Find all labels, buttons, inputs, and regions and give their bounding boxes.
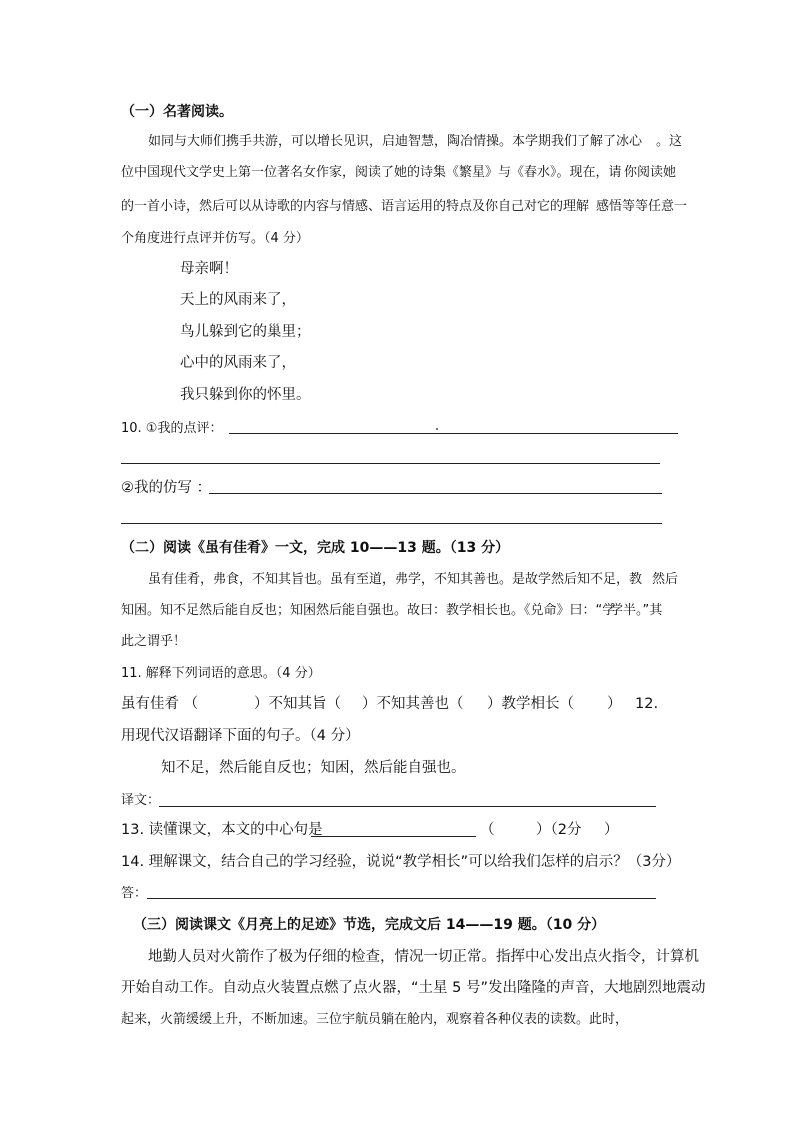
poem-line-4: 心中的风雨来了， [180,355,296,371]
translate-label: 译文： [121,793,161,808]
q12-prompt: 用现代汉语翻译下面的句子。（4 分） [121,728,360,744]
stray-dot [436,428,438,430]
s1-para-line-3: 的一首小诗，然后可以从诗歌的内容与情感、语言运用的特点及你自己对它的理解 [121,199,590,214]
q11-item-2: ）不知其旨（ [254,696,341,712]
section-3-title: （三）阅读课文《月亮上的足迹》节选，完成文后 14——19 题。（10 分） [133,917,606,933]
s1-para-line-1-end: 。这 [656,134,683,149]
q13-prompt: 13. 读懂课文，本文的中心句是 [121,822,323,838]
q10b-answer-line-2[interactable] [121,523,662,524]
q10-label: 10. ①我的点评： [121,421,223,436]
translate-answer-line[interactable] [159,806,656,807]
s2-para-line-2: 知困。知不足然后能自反也；知困然后能自强也。故曰：教学相长也。《兑命》曰：“学 [121,603,616,618]
q13-paren-open: （ [480,822,495,838]
q11-item-5: ） [607,696,622,712]
s3-para-line-3: 起来，火箭缓缓上升，不断加速。三位宇航员躺在舱内，观察着各种仪表的读数。此时， [121,1012,629,1027]
section-2-title: （二）阅读《虽有佳肴》一文，完成 10——13 题。（13 分） [121,540,510,556]
q11-item-4: ）教学相长（ [487,696,574,712]
poem-line-1: 母亲啊！ [180,261,238,277]
s3-para-line-2: 开始自动工作。自动点火装置点燃了点火器，“土星 5 号”发出隆隆的声音，大地剧烈地震动 [121,980,706,996]
s1-para-line-1: 如同与大师们携手共游，可以增长见识，启迪智慧，陶冶情操。本学期我们了解了冰心 [148,134,643,149]
poem-line-2: 天上的风雨来了， [180,292,296,308]
s1-para-line-2: 位中国现代文学史上第一位著名女作家，阅读了她的诗集《繁星》与《春水》。现在，请 [121,165,622,180]
s2-para-line-1-end: 然后 [652,572,679,587]
q12-number: 12. [635,696,659,712]
q13-paren-close: ） [604,822,619,838]
s1-para-line-2-end: 你阅读她 [624,165,677,180]
poem-line-3: 鸟儿躲到它的巢里； [180,324,311,340]
q14-prompt: 14. 理解课文，结合自己的学习经验，说说“教学相长”可以给我们怎样的启示？（3分） [121,854,681,870]
q10b-label: ②我的仿写 ： [121,480,212,496]
s1-para-line-3-end: 感悟等等任意一 [596,199,688,214]
s2-para-line-2-end: 学半。”其 [610,603,663,618]
q10-answer-line-2[interactable] [121,463,660,464]
q11-prompt: 11. 解释下列词语的意思。（4 分） [121,666,321,681]
q10b-answer-line[interactable] [209,493,662,494]
q11-item-3: ）不知其善也（ [362,696,464,712]
s1-para-line-4: 个角度进行点评并仿写。（4 分） [121,231,309,246]
q13-answer-line[interactable] [311,836,476,837]
answer-label: 答： [121,886,148,901]
q10-answer-line[interactable] [229,433,678,434]
q12-sentence: 知不足，然后能自反也；知困，然后能自强也。 [161,760,466,776]
q13-score: ）（2分 [536,822,582,838]
poem-line-5: 我只躲到你的怀里。 [180,387,311,403]
s3-para-line-1: 地勤人员对火箭作了极为仔细的检查，情况一切正常。指挥中心发出点火指令，计算机 [148,949,699,965]
section-1-title: （一）名著阅读。 [121,104,233,120]
q14-answer-line[interactable] [147,898,656,899]
s2-para-line-1: 虽有佳肴，弗食，不知其旨也。虽有至道，弗学，不知其善也。是故学然后知不足，教 [148,572,643,587]
s2-para-line-3: 此之谓乎！ [121,634,187,649]
q11-item-1: 虽有佳肴 （ [121,696,199,712]
